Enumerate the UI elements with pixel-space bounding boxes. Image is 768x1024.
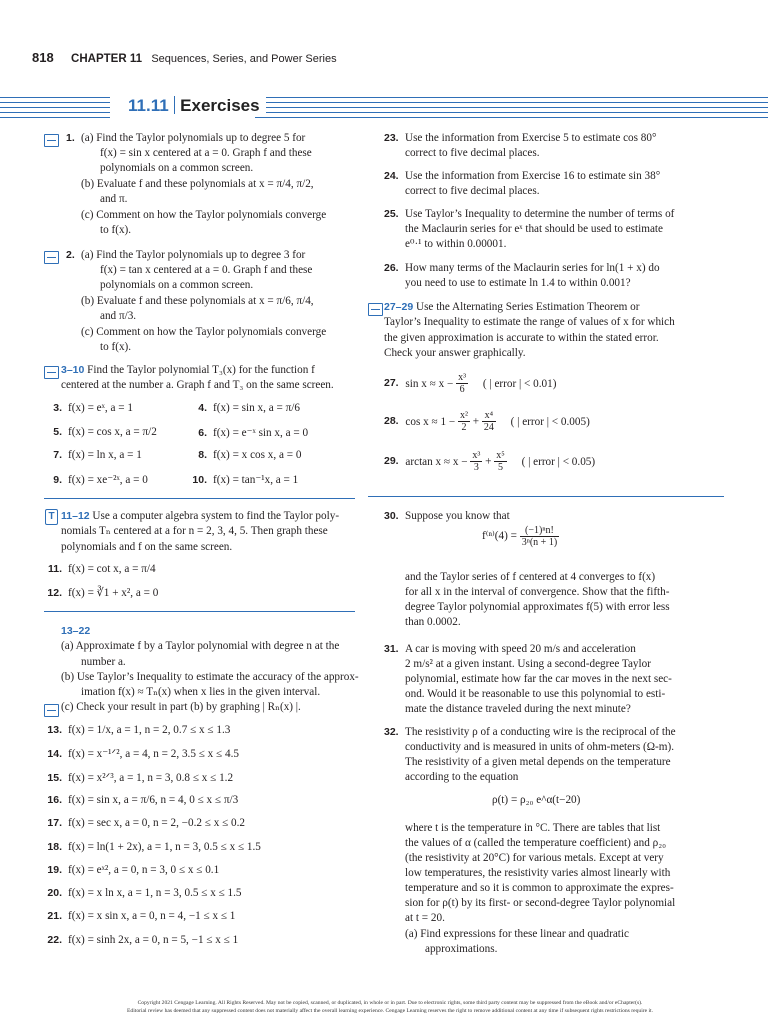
equation-lhs: f⁽ⁿ⁾(4) = bbox=[482, 529, 517, 542]
exercise-item bbox=[185, 473, 298, 486]
exercise-number: 9. bbox=[53, 473, 62, 486]
page-number: 818 bbox=[32, 50, 54, 65]
line: where t is the temperature in °C. There are tables that list bbox=[405, 822, 661, 834]
exercise-item bbox=[40, 771, 233, 784]
denominator: 6 bbox=[459, 384, 465, 395]
exercise-function: f(x) = sin x, a = π/6, n = 4, 0 ≤ x ≤ π/3 bbox=[68, 793, 239, 806]
exercise-1c-line2: to f(x). bbox=[100, 224, 132, 236]
exercise-32a: (a) Find expressions for these linear and quadratic bbox=[405, 928, 629, 940]
group-part-a: (a) Approximate f by a Taylor polynomial with degree n at the bbox=[61, 640, 340, 653]
exercise-2a-line3: polynomials on a common screen. bbox=[100, 279, 254, 291]
exercise-item bbox=[40, 563, 156, 575]
line: ond. Would it be reasonable to use this polynomial to esti- bbox=[405, 688, 666, 700]
line: correct to five decimal places. bbox=[405, 147, 540, 159]
exercise-1b-line2: and π. bbox=[100, 193, 128, 205]
exercise-number: 1. bbox=[66, 132, 75, 144]
exercise-item bbox=[40, 473, 148, 486]
copyright-line-2: Editorial review has deemed that any suppressed content does not materially affect the overall learning experience. Cengage Learning reserves the right to remove additional content at any time if subsequent rights restrictions require it. bbox=[127, 1007, 653, 1014]
exercise-number: 27. bbox=[384, 377, 399, 390]
numerator: x⁴ bbox=[482, 410, 496, 422]
exercise-item bbox=[40, 402, 133, 414]
group-part-a-line2: number a. bbox=[81, 655, 126, 668]
exercise-30-equation bbox=[482, 525, 559, 548]
exercise-2b-line2: and π/3. bbox=[100, 310, 137, 322]
exercise-item bbox=[40, 586, 158, 599]
exercise-1a-line2: f(x) = sin x centered at a = 0. Graph f and these bbox=[100, 147, 312, 159]
exercise-function: f(x) = ln x, a = 1 bbox=[68, 449, 142, 461]
line: at t = 20. bbox=[405, 912, 445, 924]
section-heading: Exercises bbox=[180, 96, 260, 115]
group-instructions-line3: polynomials and f on the same screen. bbox=[61, 540, 233, 553]
numerator: x² bbox=[459, 410, 468, 421]
exercise-number: 23. bbox=[384, 132, 399, 144]
exercise-function: f(x) = x²ᐟ³, a = 1, n = 3, 0.8 ≤ x ≤ 1.2 bbox=[68, 771, 234, 784]
group-number: 27–29 bbox=[384, 301, 414, 313]
group-part-b: (b) Use Taylor’s Inequality to estimate the accuracy of the approx- bbox=[61, 670, 359, 683]
exercise-function: f(x) = x ln x, a = 1, n = 3, 0.5 ≤ x ≤ 1.5 bbox=[68, 887, 242, 900]
exercise-number: 18. bbox=[47, 840, 62, 853]
denominator: 2 bbox=[461, 422, 467, 433]
exercise-function: f(x) = 1/x, a = 1, n = 2, 0.7 ≤ x ≤ 1.3 bbox=[68, 724, 231, 736]
exercise-number: 11. bbox=[47, 563, 62, 575]
exercise-number: 8. bbox=[198, 449, 207, 461]
exercise-1 bbox=[66, 131, 366, 236]
exercise-number: 15. bbox=[47, 771, 62, 784]
copyright-footer bbox=[80, 1000, 700, 1015]
operator: + bbox=[472, 415, 480, 428]
group-instructions-line2: centered at the number a. Graph f and T₃ on the same screen. bbox=[61, 379, 334, 392]
line: sion for ρ(t) by its first- or second-degree Taylor polynomial bbox=[405, 897, 676, 909]
line: degree Taylor polynomial approximates f(5) with error less bbox=[405, 601, 670, 613]
divider bbox=[368, 496, 724, 497]
group-number: 3–10 bbox=[61, 364, 85, 376]
exercise-number: 28. bbox=[384, 415, 399, 428]
resistivity-equation: ρ(t) = ρ₂₀ e^α(t−20) bbox=[492, 794, 581, 806]
group-instructions-line2: nomials Tₙ centered at a for n = 2, 3, 4, 5. Then graph these bbox=[61, 525, 328, 538]
exercise-number: 30. bbox=[384, 510, 399, 522]
exercise-function: f(x) = x sin x, a = 0, n = 4, −1 ≤ x ≤ 1 bbox=[68, 910, 236, 923]
exercise-32 bbox=[384, 725, 724, 955]
denominator: 24 bbox=[483, 422, 494, 433]
group-instructions: Find the Taylor polynomial T₃(x) for the function f bbox=[87, 364, 315, 376]
exercise-item bbox=[185, 449, 301, 461]
exercise-number: 26. bbox=[384, 262, 399, 274]
title-divider bbox=[174, 96, 176, 114]
exercise-function: f(x) = sec x, a = 0, n = 2, −0.2 ≤ x ≤ 0.2 bbox=[68, 817, 246, 830]
exercise-function: f(x) = sinh 2x, a = 0, n = 5, −1 ≤ x ≤ 1 bbox=[68, 933, 239, 946]
exercise-1b: (b) Evaluate f and these polynomials at x = π/4, π/2, bbox=[81, 178, 314, 190]
graphing-calculator-icon bbox=[44, 251, 59, 264]
denominator: 3ⁿ(n + 1) bbox=[521, 537, 558, 548]
exercise-function: f(x) = eˣ², a = 0, n = 3, 0 ≤ x ≤ 0.1 bbox=[68, 863, 220, 876]
line: low temperatures, the resistivity varies almost linearly with bbox=[405, 867, 671, 879]
numerator: x⁵ bbox=[496, 450, 505, 461]
exercise-item bbox=[40, 887, 242, 899]
exercise-30 bbox=[384, 509, 724, 628]
exercise-item bbox=[40, 449, 142, 461]
line: How many terms of the Maclaurin series for ln(1 + x) do bbox=[405, 262, 660, 274]
fraction bbox=[458, 410, 470, 433]
numerator: (−1)ⁿn! bbox=[520, 525, 559, 537]
numerator: x³ bbox=[472, 450, 481, 461]
exercise-item bbox=[185, 426, 308, 439]
line: according to the equation bbox=[405, 771, 519, 783]
section-banner bbox=[0, 93, 768, 121]
exercise-number: 25. bbox=[384, 208, 399, 220]
copyright-line-1: Copyright 2021 Cengage Learning. All Rights Reserved. May not be copied, scanned, or duplicated, in whole or in part. Due to electronic rights, some third party content may be suppressed from the eBook and/or eChapter(s). bbox=[137, 1000, 643, 1006]
line: Use the information from Exercise 5 to estimate cos 80° bbox=[405, 132, 657, 144]
line: polynomial, estimate how far the car moves in the next sec- bbox=[405, 673, 672, 685]
line: Use Taylor’s Inequality to determine the number of terms of bbox=[405, 208, 675, 220]
exercise-function: f(x) = sin x, a = π/6 bbox=[213, 402, 300, 414]
exercise-item bbox=[40, 910, 235, 922]
line: Check your answer graphically. bbox=[384, 346, 526, 359]
denominator: 5 bbox=[498, 462, 504, 473]
running-header bbox=[32, 50, 337, 65]
exercise-1c: (c) Comment on how the Taylor polynomials converge bbox=[81, 209, 327, 221]
exercise-number: 31. bbox=[384, 643, 399, 655]
divider bbox=[44, 498, 355, 499]
error-bound: ( | error | < 0.005) bbox=[510, 415, 590, 428]
line: e⁰·¹ to within 0.00001. bbox=[405, 238, 507, 250]
graphing-calculator-icon bbox=[368, 303, 383, 316]
graphing-calculator-icon bbox=[44, 134, 59, 147]
line: the given approximation is accurate to within the stated error. bbox=[384, 331, 659, 344]
cas-t-icon: T bbox=[45, 509, 58, 525]
exercise-number: 12. bbox=[47, 587, 62, 599]
exercise-item bbox=[40, 794, 238, 806]
exercise-2 bbox=[66, 248, 366, 353]
line: than 0.0002. bbox=[405, 616, 461, 628]
exercise-function: f(x) = cot x, a = π/4 bbox=[68, 563, 156, 575]
exercise-27 bbox=[384, 372, 556, 395]
exercise-function: f(x) = xe⁻²ˣ, a = 0 bbox=[68, 473, 148, 486]
exercise-number: 7. bbox=[53, 449, 62, 461]
exercise-26 bbox=[384, 261, 724, 289]
line: 2 m/s² at a given instant. Using a second-degree Taylor bbox=[405, 658, 651, 670]
exercise-item bbox=[40, 426, 157, 438]
section-number: 11.11 bbox=[128, 96, 169, 115]
exercise-number: 3. bbox=[53, 402, 62, 414]
exercise-23 bbox=[384, 131, 724, 159]
chapter-label: CHAPTER 11 bbox=[71, 53, 142, 65]
exercise-function: f(x) = ln(1 + 2x), a = 1, n = 3, 0.5 ≤ x ≤ 1.5 bbox=[68, 840, 261, 853]
group-part-c: (c) Check your result in part (b) by graphing | Rₙ(x) |. bbox=[61, 701, 301, 714]
exercise-number: 2. bbox=[66, 249, 75, 261]
exercise-number: 6. bbox=[198, 426, 207, 439]
exercise-2b: (b) Evaluate f and these polynomials at x = π/6, π/4, bbox=[81, 295, 314, 307]
line: The resistivity of a given metal depends on the temperature bbox=[405, 756, 671, 768]
group-number: 11–12 bbox=[61, 510, 90, 522]
exercise-2a-line2: f(x) = tan x centered at a = 0. Graph f and these bbox=[100, 264, 313, 276]
line: (the resistivity at 20°C) for various metals. Except at very bbox=[405, 852, 664, 864]
fraction bbox=[470, 450, 482, 473]
section-title bbox=[122, 96, 266, 116]
exercise-number: 32. bbox=[384, 726, 399, 738]
exercise-group-13-22 bbox=[61, 624, 371, 716]
exercise-number: 24. bbox=[384, 170, 399, 182]
exercise-function: f(x) = x⁻¹ᐟ², a = 4, n = 2, 3.5 ≤ x ≤ 4.5 bbox=[68, 748, 239, 761]
formula-lhs: cos x ≈ 1 − bbox=[405, 415, 456, 428]
exercise-2a: (a) Find the Taylor polynomials up to degree 3 for bbox=[81, 249, 306, 261]
exercise-function: f(x) = tan⁻¹x, a = 1 bbox=[213, 473, 299, 486]
line: Use the information from Exercise 16 to estimate sin 38° bbox=[405, 170, 661, 182]
exercise-number: 29. bbox=[384, 455, 399, 468]
banner-rules bbox=[0, 93, 768, 121]
exercise-number: 14. bbox=[47, 748, 62, 761]
line: temperature and so it is common to approximate the expres- bbox=[405, 882, 674, 894]
exercise-number: 20. bbox=[47, 887, 62, 900]
exercise-31 bbox=[384, 642, 724, 715]
line: mate the distance traveled during the next minute? bbox=[405, 703, 631, 715]
exercise-item bbox=[40, 747, 239, 760]
exercise-function: f(x) = cos x, a = π/2 bbox=[68, 425, 157, 438]
exercise-number: 16. bbox=[47, 793, 62, 806]
exercise-item bbox=[40, 817, 245, 829]
fraction bbox=[520, 525, 559, 548]
line: the Maclaurin series for eˣ that should be used to estimate bbox=[405, 223, 663, 235]
operator: + bbox=[485, 455, 492, 468]
line: Suppose you know that bbox=[405, 510, 510, 522]
exercise-2c-line2: to f(x). bbox=[100, 341, 132, 353]
line: Taylor’s Inequality to estimate the range of values of x for which bbox=[384, 316, 675, 329]
fraction bbox=[482, 410, 496, 433]
numerator: x³ bbox=[458, 372, 467, 383]
group-number: 13–22 bbox=[61, 625, 91, 637]
exercise-29 bbox=[384, 450, 595, 473]
exercise-item bbox=[40, 934, 238, 946]
exercise-item bbox=[40, 724, 230, 736]
fraction bbox=[456, 372, 468, 395]
exercise-2c: (c) Comment on how the Taylor polynomials converge bbox=[81, 326, 327, 338]
exercise-1a-line3: polynomials on a common screen. bbox=[100, 162, 254, 174]
exercise-number: 21. bbox=[47, 910, 62, 923]
error-bound: ( | error | < 0.05) bbox=[521, 455, 596, 468]
line: A car is moving with speed 20 m/s and acceleration bbox=[405, 643, 636, 655]
exercise-function: f(x) = ∛1 + x², a = 0 bbox=[68, 587, 159, 599]
exercise-1a: (a) Find the Taylor polynomials up to degree 5 for bbox=[81, 132, 306, 144]
line: and the Taylor series of f centered at 4 converges to f(x) bbox=[405, 571, 656, 583]
line: conductivity and is measured in units of ohm-meters (Ω-m). bbox=[405, 741, 674, 753]
error-bound: ( | error | < 0.01) bbox=[482, 377, 557, 390]
exercise-item bbox=[40, 841, 261, 853]
group-part-b-line2: imation f(x) ≈ Tₙ(x) when x lies in the given interval. bbox=[81, 686, 321, 699]
exercise-number: 4. bbox=[198, 402, 207, 414]
line: for all x in the interval of convergence. Show that the fifth- bbox=[405, 586, 670, 598]
exercise-number: 19. bbox=[47, 863, 62, 876]
divider bbox=[44, 611, 355, 612]
line: The resistivity ρ of a conducting wire is the reciprocal of the bbox=[405, 726, 676, 738]
exercise-item bbox=[40, 864, 219, 876]
line: Use the Alternating Series Estimation Theorem or bbox=[416, 301, 640, 313]
formula-lhs: sin x ≈ x − bbox=[405, 377, 454, 390]
exercise-number: 22. bbox=[47, 933, 62, 946]
exercise-number: 10. bbox=[192, 473, 207, 486]
line: correct to five decimal places. bbox=[405, 185, 540, 197]
exercise-function: f(x) = eˣ, a = 1 bbox=[68, 402, 133, 414]
exercise-number: 13. bbox=[47, 724, 62, 736]
group-instructions: Use a computer algebra system to find the Taylor poly- bbox=[92, 510, 340, 522]
exercise-32a-line2: approximations. bbox=[425, 943, 498, 955]
chapter-title: Sequences, Series, and Power Series bbox=[151, 53, 337, 65]
exercise-24 bbox=[384, 169, 724, 197]
line: you need to use to estimate ln 1.4 to within 0.001? bbox=[405, 277, 631, 289]
exercise-group-3-10 bbox=[61, 363, 371, 394]
exercise-group-27-29 bbox=[384, 300, 724, 361]
graphing-calculator-icon bbox=[44, 704, 59, 717]
exercise-group-11-12 bbox=[61, 509, 371, 555]
exercise-number: 17. bbox=[47, 817, 62, 830]
exercise-number: 5. bbox=[53, 425, 62, 438]
formula-lhs: arctan x ≈ x − bbox=[405, 455, 468, 468]
exercise-function: f(x) = x cos x, a = 0 bbox=[213, 449, 302, 461]
exercise-25 bbox=[384, 207, 724, 250]
exercise-28 bbox=[384, 410, 590, 433]
fraction bbox=[494, 450, 507, 473]
exercise-item bbox=[185, 402, 300, 414]
graphing-calculator-icon bbox=[44, 366, 59, 379]
denominator: 3 bbox=[473, 462, 479, 473]
exercise-function: f(x) = e⁻ˣ sin x, a = 0 bbox=[213, 426, 309, 439]
line: the values of α (called the temperature coefficient) and ρ₂₀ bbox=[405, 837, 667, 849]
